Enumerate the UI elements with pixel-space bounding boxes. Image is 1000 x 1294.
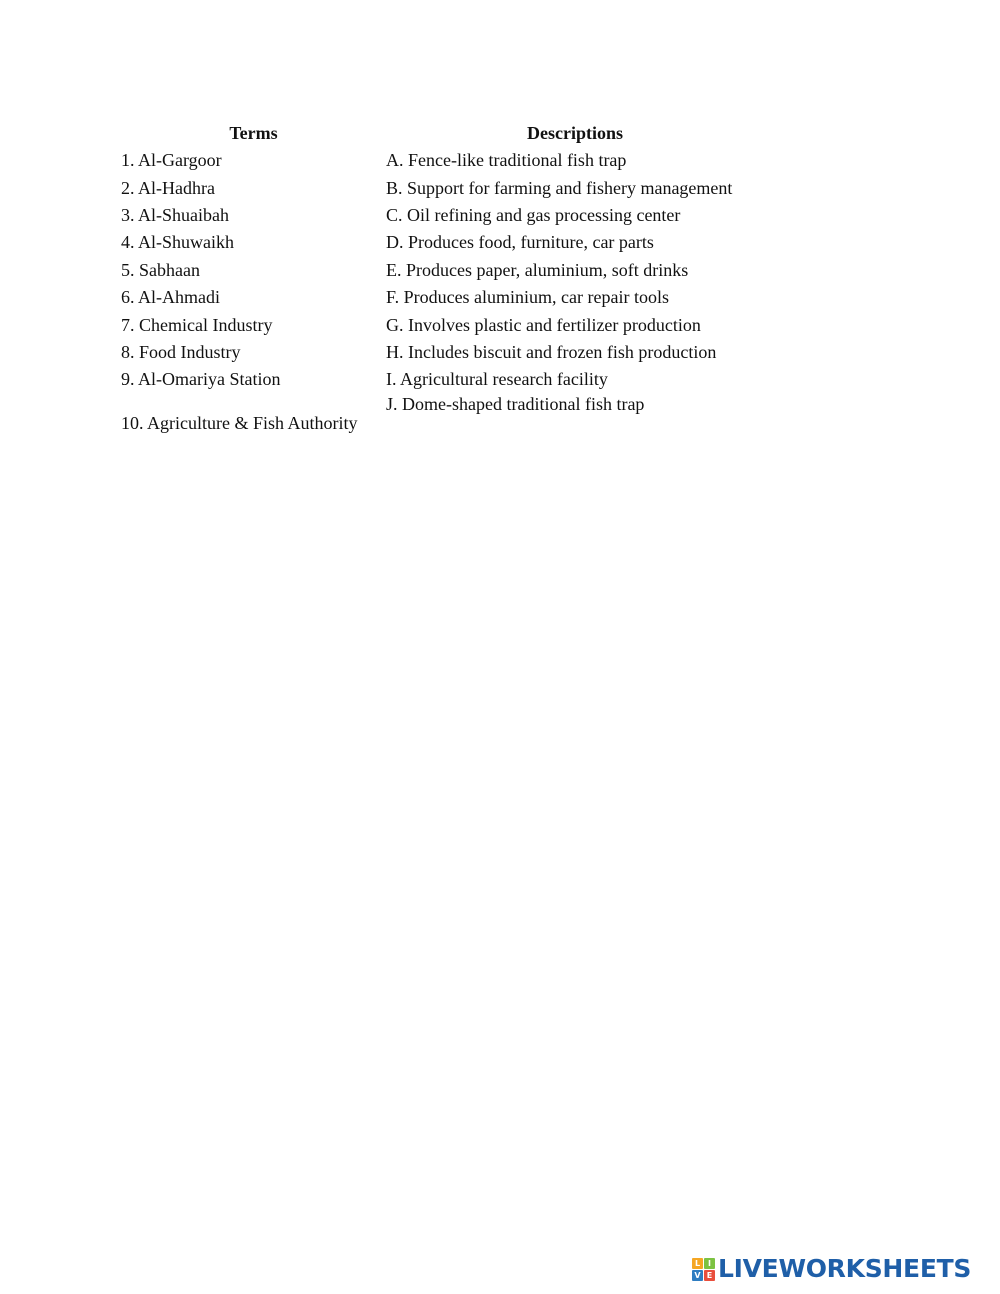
table-row (121, 257, 764, 284)
terms-header: Terms (229, 123, 278, 143)
term-cell: 1. Al-Gargoor (121, 150, 222, 171)
descriptions-header: Descriptions (527, 123, 623, 143)
description-cell: C. Oil refining and gas processing center (386, 204, 681, 225)
description-cell: E. Produces paper, aluminium, soft drinks (386, 259, 689, 280)
table-row (121, 366, 764, 393)
term-cell: 3. Al-Shuaibah (121, 204, 229, 225)
term-cell: 9. Al-Omariya Station (121, 369, 281, 390)
description-cell: G. Involves plastic and fertilizer production (386, 314, 701, 335)
logo-text: LIVEWORKSHEETS (718, 1254, 972, 1283)
logo-mark-tile: I (704, 1258, 715, 1269)
description-cell: B. Support for farming and fishery management (386, 177, 733, 198)
table-row (121, 202, 764, 229)
term-cell: 10. Agriculture & Fish Authority (121, 412, 358, 433)
table-header-row (121, 120, 764, 147)
description-cell: D. Produces food, furniture, car parts (386, 232, 654, 253)
table-row (121, 339, 764, 366)
description-cell: F. Produces aluminium, car repair tools (386, 287, 669, 308)
logo-mark-tile: V (692, 1270, 703, 1281)
description-cell: J. Dome-shaped traditional fish trap (386, 393, 645, 414)
term-cell: 4. Al-Shuwaikh (121, 232, 235, 253)
table-row (121, 147, 764, 174)
table-row (121, 311, 764, 338)
table-row (121, 284, 764, 311)
term-cell: 8. Food Industry (121, 341, 241, 362)
liveworksheets-logo (692, 1254, 971, 1284)
liveworksheets-logo-icon (692, 1258, 715, 1281)
term-cell: 7. Chemical Industry (121, 314, 273, 335)
logo-mark-tile: L (692, 1258, 703, 1269)
table-row (121, 394, 764, 436)
matching-table (121, 120, 764, 436)
term-cell: 5. Sabhaan (121, 259, 200, 280)
description-cell: A. Fence-like traditional fish trap (386, 150, 627, 171)
table-row (121, 229, 764, 256)
logo-mark-tile: E (704, 1270, 715, 1281)
description-cell: I. Agricultural research facility (386, 369, 608, 390)
term-cell: 2. Al-Hadhra (121, 177, 215, 198)
table-row (121, 174, 764, 201)
description-cell: H. Includes biscuit and frozen fish production (386, 341, 717, 362)
term-cell: 6. Al-Ahmadi (121, 287, 220, 308)
